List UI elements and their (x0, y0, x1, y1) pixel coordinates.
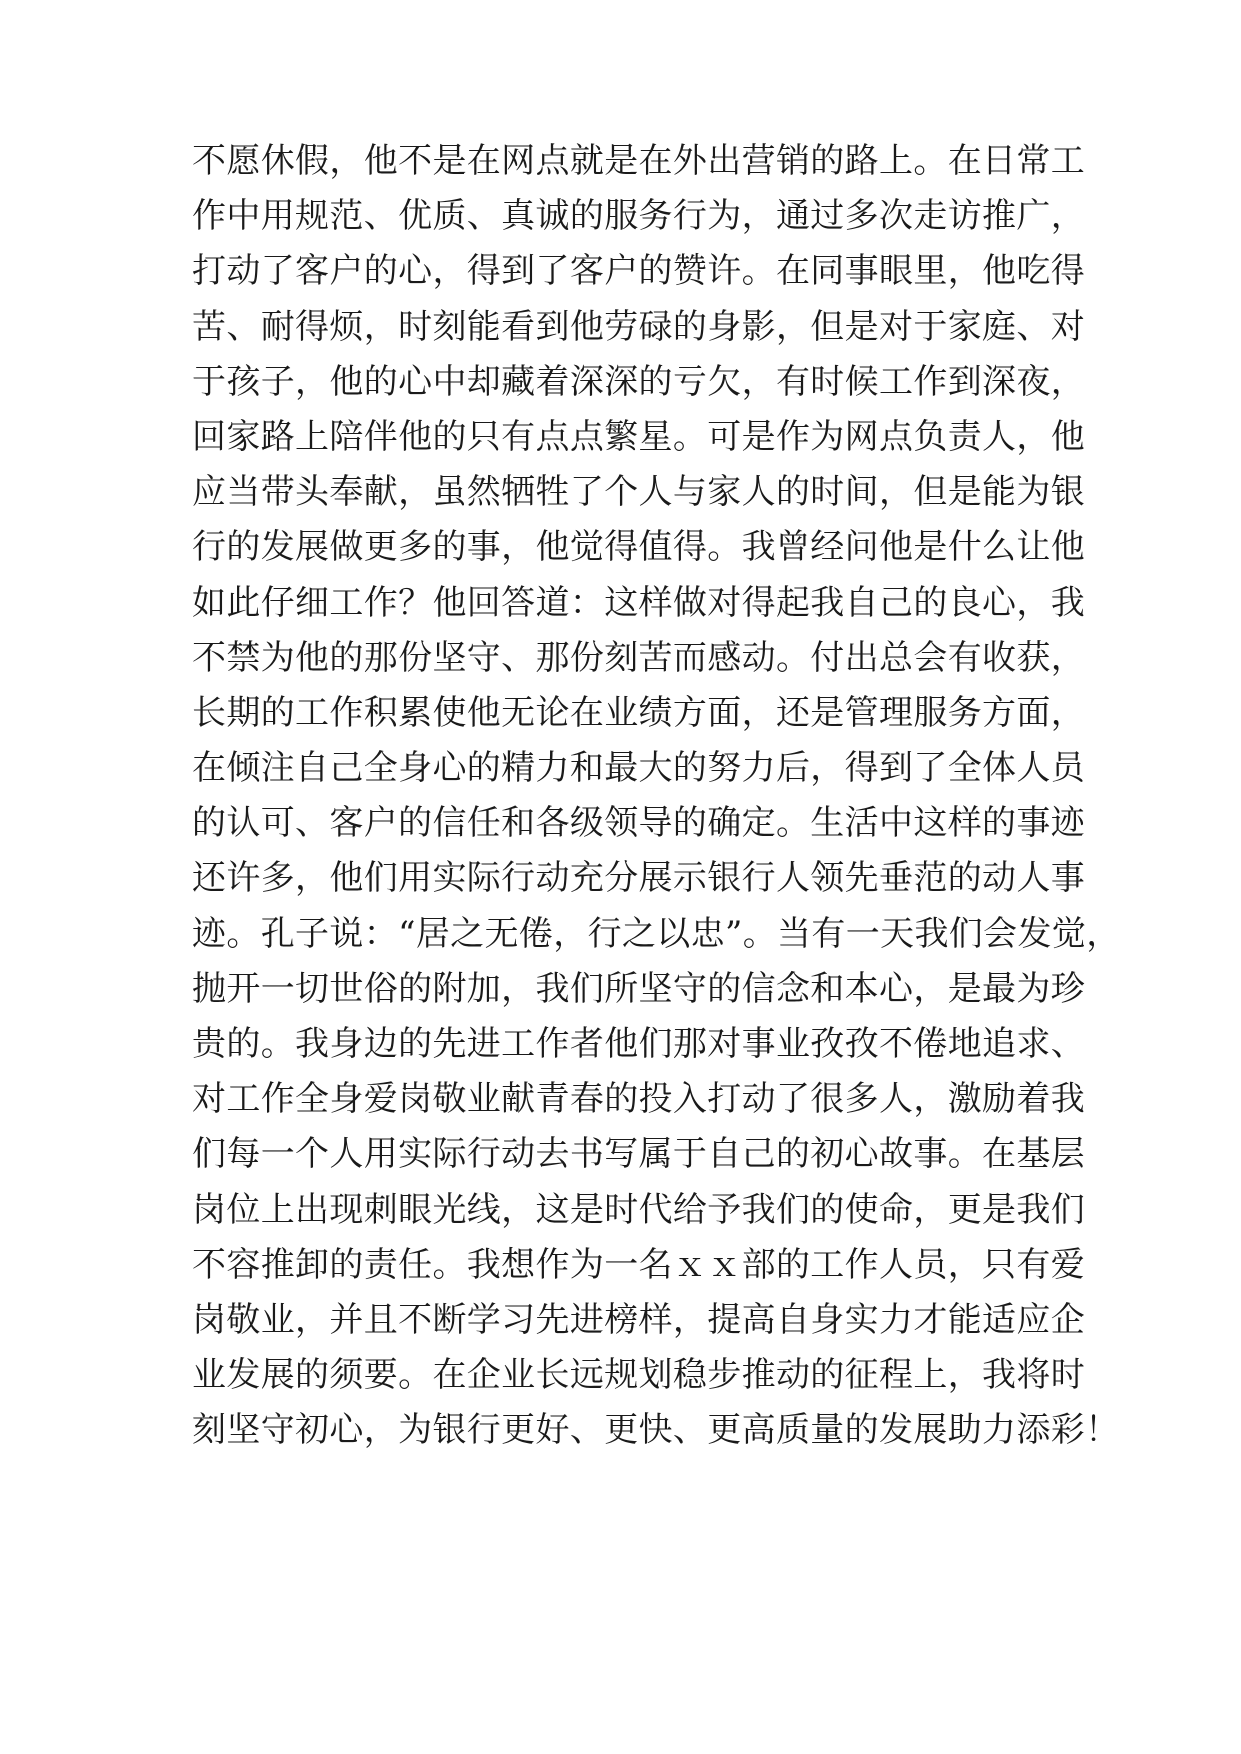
body-paragraph (192, 134, 1121, 1459)
text-line: 刻坚守初心，为银行更好、更快、更高质量的发展助力添彩！ (192, 1410, 1120, 1451)
text-line: 们每一个人用实际行动去书写属于自己的初心故事。在基层 (192, 1134, 1086, 1175)
text-line: 业发展的须要。在企业长远规划稳步推动的征程上，我将时 (192, 1355, 1086, 1396)
text-line: 回家路上陪伴他的只有点点繁星。可是作为网点负责人，他 (192, 416, 1086, 457)
text-line: 在倾注自己全身心的精力和最大的努力后，得到了全体人员 (192, 748, 1086, 789)
text-line: 于孩子，他的心中却藏着深深的亏欠，有时候工作到深夜， (192, 361, 1086, 402)
text-line: 如此仔细工作？他回答道：这样做对得起我自己的良心，我 (192, 582, 1086, 623)
text-line: 苦、耐得烦，时刻能看到他劳碌的身影，但是对于家庭、对 (192, 306, 1086, 347)
text-line: 对工作全身爱岗敬业献青春的投入打动了很多人，激励着我 (192, 1079, 1086, 1120)
text-line: 岗敬业，并且不断学习先进榜样，提高自身实力才能适应企 (192, 1299, 1086, 1340)
text-line: 岗位上出现刺眼光线，这是时代给予我们的使命，更是我们 (192, 1189, 1086, 1230)
text-line: 作中用规范、优质、真诚的服务行为，通过多次走访推广， (192, 196, 1086, 237)
text-line: 还许多，他们用实际行动充分展示银行人领先垂范的动人事 (192, 858, 1086, 899)
text-line: 贵的。我身边的先进工作者他们那对事业孜孜不倦地追求、 (192, 1024, 1086, 1064)
text-line: 不愿休假，他不是在网点就是在外出营销的路上。在日常工 (192, 141, 1086, 181)
text-line: 不容推卸的责任。我想作为一名ｘｘ部的工作人员，只有爱 (192, 1244, 1086, 1285)
text-line: 迹。孔子说：“居之无倦，行之以忠”。当有一天我们会发觉， (192, 913, 1121, 954)
text-line: 行的发展做更多的事，他觉得值得。我曾经问他是什么让他 (192, 527, 1086, 568)
text-line: 的认可、客户的信任和各级领导的确定。生活中这样的事迹 (192, 803, 1086, 844)
text-line: 长期的工作积累使他无论在业绩方面，还是管理服务方面， (192, 692, 1086, 733)
text-line: 应当带头奉献，虽然牺牲了个人与家人的时间，但是能为银 (192, 472, 1086, 513)
text-line: 打动了客户的心，得到了客户的赞许。在同事眼里，他吃得 (192, 251, 1086, 292)
text-line: 不禁为他的那份坚守、那份刻苦而感动。付出总会有收获， (192, 637, 1086, 678)
text-line: 抛开一切世俗的附加，我们所坚守的信念和本心，是最为珍 (192, 968, 1086, 1009)
